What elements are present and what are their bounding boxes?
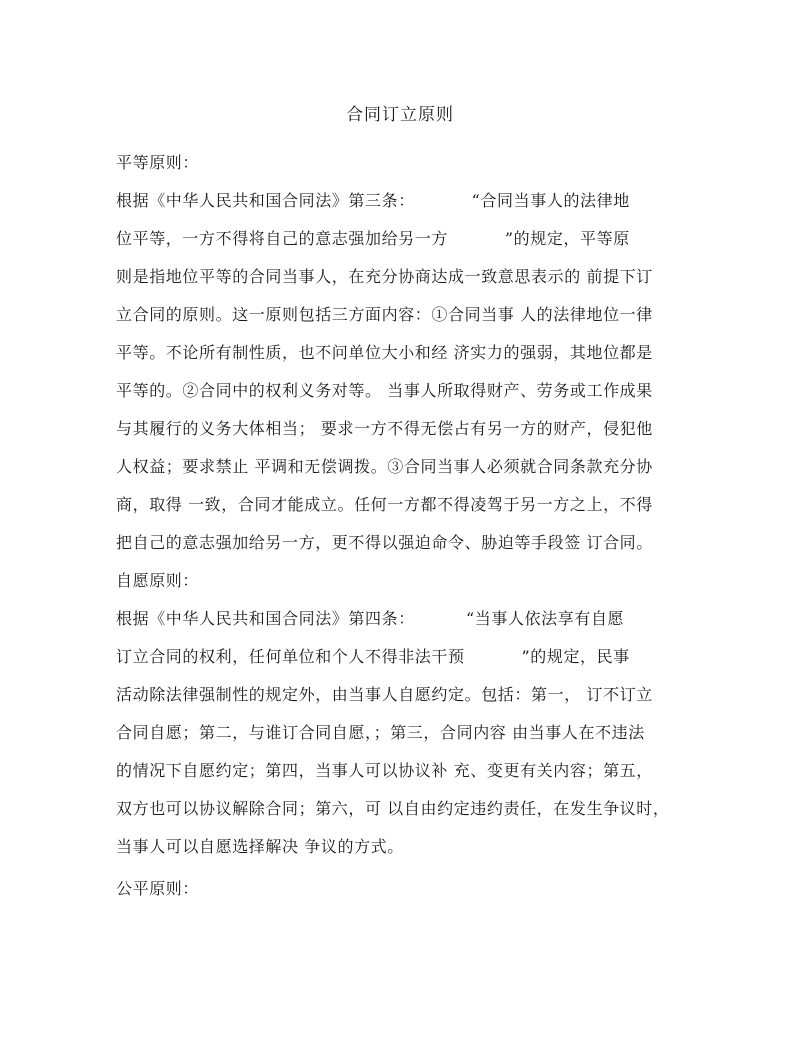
paragraph-line: 根据《中华人民共和国合同法》第四条： “当事人依法享有自愿 (116, 609, 625, 628)
paragraph-line: 合同自愿；第二，与谁订合同自愿，；第三，合同内容 由当事人在不违法 (116, 723, 645, 742)
paragraph-line: 的情况下自愿约定；第四，当事人可以协议补 充、变更有关内容；第五， (116, 761, 653, 780)
paragraph-line: 位平等，一方不得将自己的意志强加给另一方 ”的规定，平等原 (116, 229, 630, 248)
document-title: 合同订立原则 (346, 105, 454, 125)
paragraph-line: 平等。不论所有制性质，也不问单位大小和经 济实力的强弱，其地位都是 (116, 343, 653, 362)
paragraph-line: 商，取得 一致，合同才能成立。任何一方都不得凌驾于另一方之上，不得 (116, 495, 653, 514)
paragraph-line: 活动除法律强制性的规定外，由当事人自愿约定。包括：第一， 订不订立 (116, 685, 653, 704)
section-heading-equality: 平等原则： (116, 153, 200, 172)
paragraph-line: 双方也可以协议解除合同；第六，可 以自由约定违约责任，在发生争议时， (116, 799, 670, 818)
paragraph-line: 当事人可以自愿选择解决 争议的方式。 (116, 837, 404, 856)
paragraph-line: 把自己的意志强加给另一方，更不得以强迫命令、胁迫等手段签 订合同。 (116, 533, 653, 552)
paragraph-line: 订立合同的权利，任何单位和个人不得非法干预 ”的规定，民事 (116, 647, 630, 666)
paragraph-line: 人权益；要求禁止 平调和无偿调拨。③合同当事人必须就合同条款充分协 (116, 457, 653, 476)
paragraph-line: 与其履行的义务大体相当； 要求一方不得无偿占有另一方的财产，侵犯他 (116, 419, 653, 438)
section-heading-fairness: 公平原则： (116, 879, 200, 898)
paragraph-line: 立合同的原则。这一原则包括三方面内容：①合同当事 人的法律地位一律 (116, 305, 653, 324)
section-heading-voluntary: 自愿原则： (116, 571, 200, 590)
paragraph-line: 则是指地位平等的合同当事人，在充分协商达成一致意思表示的 前提下订 (116, 267, 653, 286)
paragraph-line: 根据《中华人民共和国合同法》第三条： “合同当事人的法律地 (116, 191, 630, 210)
paragraph-line: 平等的。②合同中的权利义务对等。 当事人所取得财产、劳务或工作成果 (116, 381, 653, 400)
